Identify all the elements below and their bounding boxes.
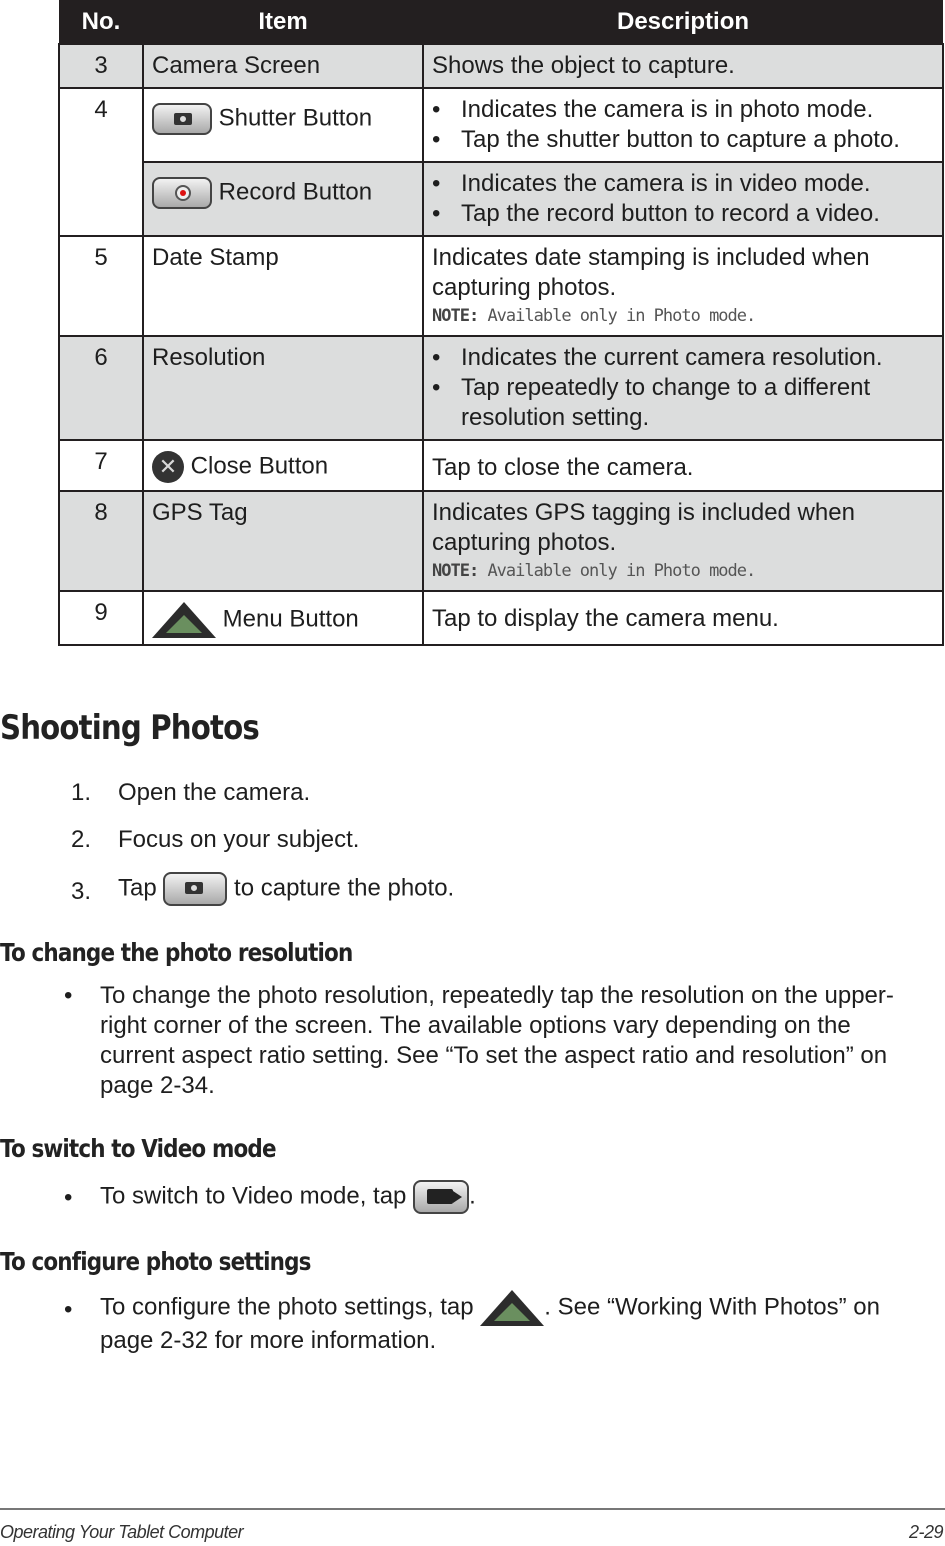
table-row [59, 491, 943, 591]
row-no: 6 [59, 336, 143, 440]
menu-triangle-icon [480, 1290, 544, 1326]
row-item: Resolution [143, 336, 423, 440]
header-item: Item [143, 0, 423, 44]
header-description: Description [423, 0, 943, 44]
table-row [59, 162, 943, 236]
row-desc [423, 162, 943, 236]
row-desc-text: Indicates date stamping is included when capturing photos. [432, 244, 870, 301]
row-no: 4 [59, 88, 143, 236]
note [432, 303, 934, 329]
menu-triangle-icon [152, 602, 216, 638]
row-item [143, 162, 423, 236]
list-item: • Tap the shutter button to capture a photo. [432, 125, 934, 155]
row-no: 7 [59, 440, 143, 491]
video-text [100, 1180, 476, 1214]
note [432, 558, 934, 584]
page-number: 2-29 [908, 1522, 943, 1542]
step-number: 2. [71, 826, 92, 853]
step-number: 3. [71, 878, 92, 905]
video-post: . [469, 1182, 476, 1210]
row-item: GPS Tag [143, 491, 423, 591]
subsection-title: To change the photo resolution [0, 938, 353, 967]
row-item-label: Record Button [218, 178, 373, 206]
row-no: 3 [59, 44, 143, 88]
note-label: NOTE: [432, 306, 479, 326]
note-text: Available only in Photo mode. [487, 561, 756, 581]
list-item: • Tap repeatedly to change to a different resolution setting. [432, 373, 934, 433]
record-icon [152, 177, 212, 209]
settings-pre: To configure the photo settings, tap [100, 1293, 474, 1321]
row-desc-text: Indicates GPS tagging is included when capturing photos. [432, 499, 855, 556]
footer-rule [0, 1508, 945, 1510]
row-desc [423, 88, 943, 162]
camera-icon [152, 103, 212, 135]
row-item-label: Close Button [190, 452, 329, 480]
video-camera-icon [413, 1180, 469, 1214]
row-desc [423, 336, 943, 440]
list-item: • Indicates the current camera resolution. [432, 343, 934, 373]
step-text: Open the camera. [118, 779, 311, 806]
bullet: • [64, 1296, 73, 1323]
camera-items-table [58, 0, 944, 646]
row-item: Date Stamp [143, 236, 423, 336]
settings-post: . See “Working With Photos” on page 2-32 for more information. [100, 1293, 880, 1354]
camera-icon [163, 872, 227, 906]
row-no: 9 [59, 591, 143, 645]
row-item-label: Menu Button [222, 605, 359, 633]
table-header-row [59, 0, 943, 44]
list-item: • Indicates the camera is in photo mode. [432, 95, 934, 125]
table-row [59, 440, 943, 491]
row-desc: Shows the object to capture. [423, 44, 943, 88]
row-item-label: Shutter Button [218, 104, 373, 132]
table-row [59, 44, 943, 88]
row-desc [423, 236, 943, 336]
header-no: No. [59, 0, 143, 44]
table-row [59, 591, 943, 645]
resolution-text: To change the photo resolution, repeatedly tap the resolution on the upper-right corner of the screen. The available options vary depending on the current aspect ratio setting. See “To set the aspect ratio and resolution” on page 2-34. [100, 982, 894, 1099]
row-item [143, 88, 423, 162]
section-title: Shooting Photos [0, 708, 259, 748]
note-text: Available only in Photo mode. [487, 306, 756, 326]
table-row [59, 236, 943, 336]
row-desc [423, 491, 943, 591]
step-post: to capture the photo. [234, 874, 455, 902]
footer-title: Operating Your Tablet Computer [0, 1522, 244, 1542]
video-pre: To switch to Video mode, tap [100, 1182, 407, 1210]
row-item: Camera Screen [143, 44, 423, 88]
row-item [143, 591, 423, 645]
step-pre: Tap [118, 874, 157, 902]
subsection-title: To switch to Video mode [0, 1134, 276, 1163]
step-text: Focus on your subject. [118, 826, 360, 853]
table-row [59, 336, 943, 440]
close-icon: ✕ [152, 451, 184, 483]
subsection-title: To configure photo settings [0, 1247, 311, 1276]
table-row [59, 88, 943, 162]
note-label: NOTE: [432, 561, 479, 581]
step-text [118, 872, 454, 906]
row-no: 8 [59, 491, 143, 591]
row-item [143, 440, 423, 491]
row-no: 5 [59, 236, 143, 336]
bullet: • [64, 982, 73, 1009]
row-desc: Tap to close the camera. [423, 440, 943, 491]
step-number: 1. [71, 779, 92, 806]
list-item: • Indicates the camera is in video mode. [432, 169, 934, 199]
list-item: • Tap the record button to record a video. [432, 199, 934, 229]
settings-text [100, 1290, 930, 1356]
bullet: • [64, 1184, 73, 1211]
row-desc: Tap to display the camera menu. [423, 591, 943, 645]
